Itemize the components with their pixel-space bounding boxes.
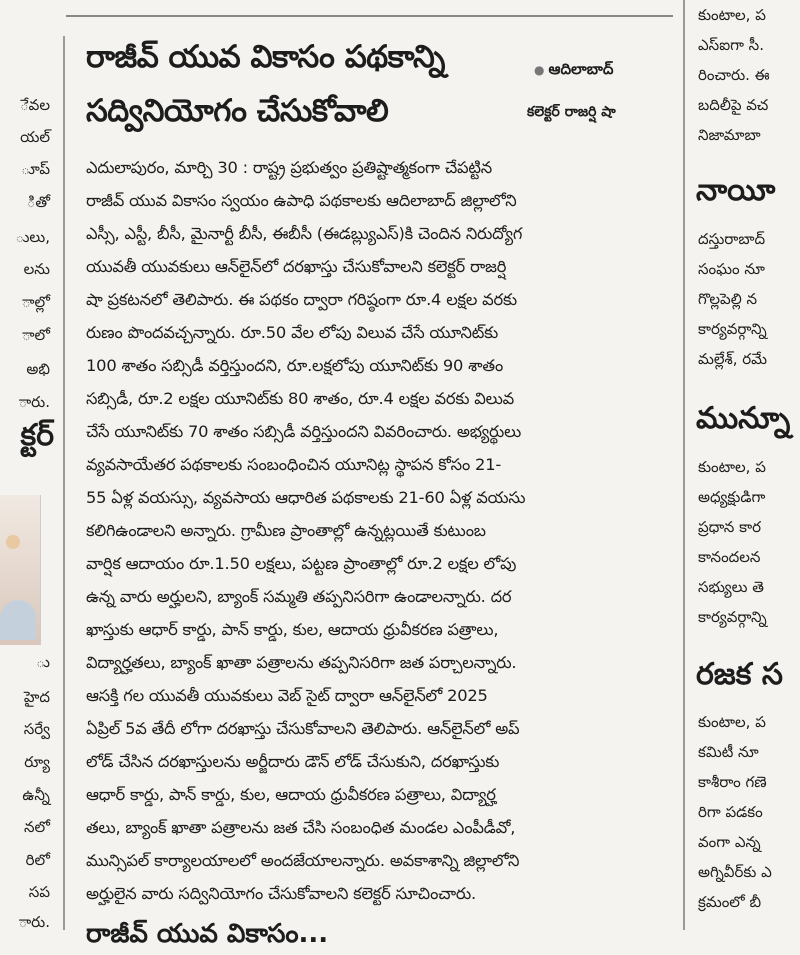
body-line: సబ్సిడీ, రూ.2 లక్షల యూనిట్‌కు 80 శాతం, రూ.4 లక్షల వరకు విలువ bbox=[86, 389, 515, 408]
left-text-line: సర్వే bbox=[23, 720, 50, 738]
left-text-line: ు bbox=[36, 653, 50, 671]
next-article-headline-peek bbox=[86, 917, 586, 949]
top-rule bbox=[66, 15, 673, 17]
body-line: విద్యార్హతలు, బ్యాంక్ ఖాతా పత్రాలను తప్పనిసరిగా జత పర్చాలన్నారు. bbox=[86, 653, 517, 672]
left-text-line: ఉన్నీ bbox=[22, 786, 50, 804]
body-line: రుణం పొందవచ్చన్నారు. రూ.50 వేల లోపు విలువ చేసే యూనిట్‌కు bbox=[86, 323, 499, 342]
body-line: కలిగిఉండాలని అన్నారు. గ్రామీణ ప్రాంతాల్లో ఉన్నట్లయితే కుటుంబ bbox=[86, 521, 486, 540]
right-text-line: సంఘం నూ bbox=[698, 260, 765, 278]
left-text-line: రిలో bbox=[25, 851, 50, 869]
body-line: వ్యవసాయేతర పథకాలకు సంబంధించిన యూనిట్ల స్థాపన కోసం 21- bbox=[86, 455, 502, 474]
left-text-line: నలో bbox=[24, 818, 50, 836]
left-text-line: సప bbox=[28, 883, 50, 901]
column-divider-right bbox=[683, 0, 685, 930]
body-line: తలు, బ్యాంక్ ఖాతా పత్రాలను జత చేసి సంబంధిత మండల ఎంపీడీవో, bbox=[86, 818, 516, 837]
body-line: ఏప్రిల్ 5వ తేదీ లోగా దరఖాస్తు చేసుకోవాలని తెలిపారు. ఆన్‌లైన్‌లో అప్ bbox=[86, 719, 520, 738]
body-line: లోడ్ చేసిన దరఖాస్తులను అర్జీదారు డౌన్ లోడ్ చేసుకుని, దరఖాస్తుకు bbox=[86, 752, 500, 771]
body-line: ఎదులాపురం, మార్చి 30 : రాష్ట్ర ప్రభుత్వం ప్రతిష్టాత్మకంగా చేపట్టిన bbox=[86, 158, 492, 177]
body-line: చేసే యూనిట్‌కు 70 శాతం సబ్సిడీ వర్తిస్తుందని వివరించారు. అభ్యర్థులు bbox=[86, 422, 522, 441]
left-text-line: ారు. bbox=[18, 393, 50, 411]
article-headline-line2: సద్వినియోగం చేసుకోవాలి bbox=[86, 93, 389, 129]
photo-face bbox=[6, 535, 20, 549]
right-section-heading: నాయీ bbox=[696, 173, 776, 208]
right-text-line: రించారు. ఈ bbox=[698, 66, 770, 84]
bullet-icon: ● bbox=[534, 63, 545, 77]
right-text-line: కుంటాల, ప bbox=[698, 6, 766, 24]
left-photo bbox=[0, 495, 41, 645]
right-text-line: అధ్యక్షుడిగా bbox=[698, 488, 766, 506]
body-line: వార్షిక ఆదాయం రూ.1.50 లక్షలు, పట్టణ ప్రాంతాల్లో రూ.2 లక్షల లోపు bbox=[86, 554, 517, 573]
body-line: 55 ఏళ్ల వయస్సు, వ్యవసాయ ఆధారిత పథకాలకు 21-60 ఏళ్ల వయసు bbox=[86, 488, 526, 507]
right-section-heading: రజక స bbox=[696, 657, 783, 692]
left-text-line: ూప్ bbox=[21, 160, 50, 178]
right-text-line: సభ్యులు తె bbox=[698, 578, 764, 596]
left-text-line: ారు. bbox=[18, 913, 50, 931]
body-line: మున్సిపల్ కార్యాలయాలలో అందజేయాలన్నారు. అవకాశాన్ని జిల్లాలోని bbox=[86, 851, 520, 870]
right-text-line: కానందలన bbox=[698, 548, 761, 566]
photo-figure bbox=[0, 600, 36, 640]
left-text-line: ితో bbox=[26, 193, 50, 211]
left-text-line: లను bbox=[23, 260, 50, 278]
left-text-line: యల్ bbox=[20, 128, 50, 146]
body-line: యువతీ యువకులు ఆన్‌లైన్‌లో దరఖాస్తు చేసుకోవాలని కలెక్టర్ రాజర్షి bbox=[86, 257, 507, 276]
body-line: అర్హులైన వారు సద్వినియోగం చేసుకోవాలని కలెక్టర్ సూచించారు. bbox=[86, 884, 476, 903]
right-text-line: ఎస్ఐగా సీ. bbox=[698, 36, 764, 54]
article-headline-line1: రాజీవ్ యువ వికాసం పథకాన్ని bbox=[86, 39, 445, 75]
body-line: రాజీవ్ యువ వికాసం స్వయం ఉపాధి పథకాలకు ఆదిలాబాద్ జిల్లాలోని bbox=[86, 191, 517, 210]
right-adjacent-column bbox=[690, 0, 800, 930]
right-text-line: కమిటీ నూ bbox=[698, 743, 759, 761]
left-text-line: ాలో bbox=[21, 326, 50, 344]
left-adjacent-column bbox=[0, 0, 58, 930]
dateline-place: ఆదిలాబాద్ bbox=[548, 60, 614, 78]
column-divider-left bbox=[63, 36, 65, 930]
right-text-line: మల్లేశ్, రమే bbox=[698, 350, 768, 368]
left-text-line: అభి bbox=[26, 360, 50, 378]
right-text-line: కుంటాల, ప bbox=[698, 713, 766, 731]
right-text-line: కార్యవర్గాన్ని bbox=[698, 608, 767, 626]
left-text-line: ులు, bbox=[15, 228, 50, 246]
left-text-line: ర్యూ bbox=[24, 753, 50, 771]
right-text-line: వంగా ఎన్న bbox=[698, 833, 761, 851]
right-text-line: అగ్నివీర్‌కు ఎ bbox=[698, 863, 772, 881]
byline: కలెక్టర్ రాజర్షి షా bbox=[527, 104, 616, 120]
body-line: ఎస్సీ, ఎస్టీ, బీసీ, మైనార్టీ బీసీ, ఈబీసీ (ఈడబ్ల్యుఎస్)కి చెందిన నిరుద్యోగ bbox=[86, 224, 523, 243]
right-text-line: గొల్లపెల్లి న bbox=[698, 290, 758, 308]
left-text-line: హైద bbox=[23, 688, 50, 706]
right-text-line: బదిలీపై వచ bbox=[698, 96, 769, 114]
left-text-line: ేవల bbox=[20, 96, 50, 114]
body-line: ఉన్న వారు అర్హులని, బ్యాంక్ సమ్మతి తప్పనిసరిగా ఉండాలన్నారు. దర bbox=[86, 587, 512, 606]
left-heading: క్టర్ bbox=[20, 418, 54, 453]
next-headline-text: రాజీవ్ యువ వికాసం... bbox=[86, 919, 329, 949]
right-text-line: కాశీరాం గణె bbox=[698, 773, 767, 791]
right-section-heading: మున్నూ bbox=[696, 401, 791, 436]
body-line: ఆసక్తి గల యువతీ యువకులు వెబ్ సైట్ ద్వారా ఆన్‌లైన్‌లో 2025 bbox=[86, 686, 488, 705]
body-line: ఖాస్తుకు ఆధార్ కార్డు, పాన్ కార్డు, కుల, ఆదాయ ధ్రువీకరణ పత్రాలు, bbox=[86, 620, 499, 639]
right-text-line: రిగా పడకం bbox=[698, 803, 763, 821]
right-text-line: కుంటాల, ప bbox=[698, 458, 766, 476]
right-text-line: క్రమంలో బీ bbox=[698, 893, 762, 911]
body-line: షా ప్రకటనలో తెలిపారు. ఈ పథకం ద్వారా గరిష్ఠంగా రూ.4 లక్షల వరకు bbox=[86, 290, 517, 309]
body-line: 100 శాతం సబ్సిడీ వర్తిస్తుందని, రూ.లక్షలోపు యూనిట్‌కు 90 శాతం bbox=[86, 356, 504, 375]
right-text-line: నిజామాబా bbox=[698, 126, 761, 144]
dateline bbox=[534, 60, 613, 82]
body-line: ఆధార్ కార్డు, పాన్ కార్డు, కుల, ఆదాయ ధ్రువీకరణ పత్రాలు, విద్యార్హ bbox=[86, 785, 496, 804]
left-text-line: ాల్లో bbox=[21, 293, 50, 311]
right-text-line: దస్తురాబాద్ bbox=[698, 230, 766, 248]
right-text-line: ప్రధాన కార bbox=[698, 518, 761, 536]
right-text-line: కార్యవర్గాన్ని bbox=[698, 320, 767, 338]
